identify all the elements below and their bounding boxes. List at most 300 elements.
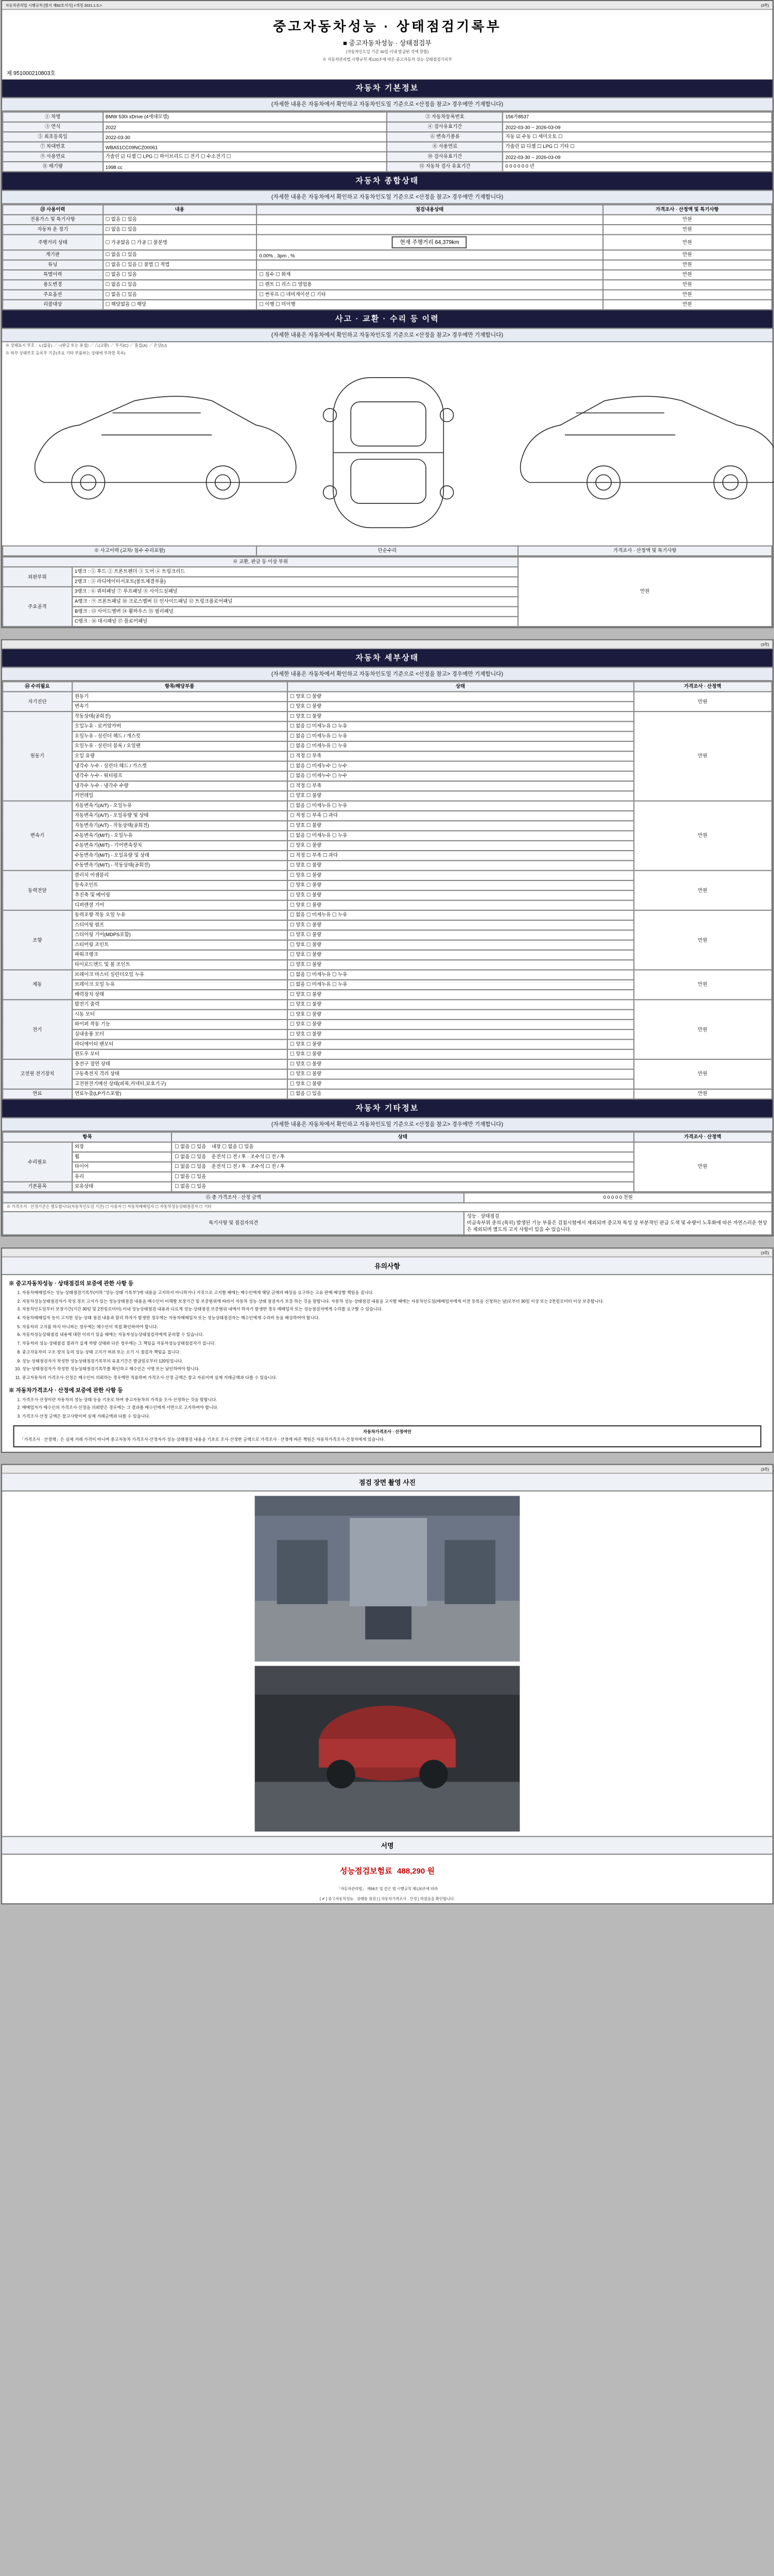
item-label: 충전구 절연 상태 <box>72 1059 287 1069</box>
row-content: ☐ 없음 ☐ 있음 <box>102 250 256 260</box>
col-header: 상태 <box>287 682 633 691</box>
footer-line-1: 「자동차관리법」 제58조 및 같은 법 시행규칙 제120조에 따라 <box>336 1886 438 1891</box>
row-label: 용도변경 <box>3 280 102 290</box>
table-row <box>3 260 772 270</box>
item-state: ☐ 양호 ☐ 불량 <box>287 1029 633 1039</box>
table-row <box>3 692 772 702</box>
group-price: 만원 <box>633 692 771 712</box>
photo-1-svg <box>254 1496 519 1661</box>
item-label: 자동변속기(A/T) - 오일누유 <box>72 801 287 811</box>
section-accident-caption: (자세한 내용은 자동차에서 확인하고 자동차인도일 기준으로 <산정을 참고> 경우에만 기재합니다) <box>2 328 772 342</box>
table-row <box>3 1193 772 1202</box>
detail-state-table <box>2 681 772 1099</box>
table-row <box>3 910 772 920</box>
item-label: 구동축전지 격리 상태 <box>72 1069 287 1079</box>
photos-title: 점검 장면 촬영 사진 <box>2 1473 772 1491</box>
item-label: 라디에이터 팬모터 <box>72 1039 287 1049</box>
item-state: ☐ 양호 ☐ 불량 <box>287 692 633 702</box>
accident-legend-table <box>2 546 772 556</box>
section-basic-title: 자동차 기본정보 <box>2 79 772 97</box>
row-state: ☐ 썬루프 ☐ 네비게이션 ☐ 기타 <box>256 290 603 300</box>
other-info-table <box>2 1131 772 1192</box>
row-content: ☐ 없음 ☐ 있음 <box>102 215 256 225</box>
group-label: 전기 <box>3 999 72 1059</box>
table-header-row <box>3 682 772 691</box>
item-state: ☐ 없음 ☐ 미세누수 ☐ 누수 <box>287 771 633 781</box>
document-title: 중고자동차성능 · 상태점검기록부 <box>272 19 502 35</box>
col-header: 항목/해당부품 <box>72 682 287 691</box>
list-item: 5. 자동차의 고지를 하지 아니하는 경우에는 매수인이 직접 확인하여야 합니다. <box>22 1325 765 1331</box>
parts-text: B랭크 : ⑬ 사이드멤버 ⑭ 휠하우스 ⑮ 필러패널 <box>72 607 518 617</box>
accident-note-2: ※ 하부 상태부호 등록부 기준(주요 기타 부품하는 상태에 부착한 목록) <box>5 351 126 355</box>
price-survey-box <box>13 1425 761 1447</box>
notice-title: 유의사항 <box>2 1258 772 1275</box>
item-label: 와이퍼 작동 기능 <box>72 1020 287 1029</box>
item-label: 냉각수 누수 - 냉각수 수량 <box>72 781 287 791</box>
item-state: ☐ 적정 ☐ 부족 <box>287 751 633 761</box>
item-state: ☐ 양호 ☐ 불량 <box>287 821 633 831</box>
item-label: 타이로드엔드 및 볼 조인트 <box>72 960 287 970</box>
table-row <box>3 290 772 300</box>
row-state: ☐ 이행 ☐ 미이행 <box>256 300 603 310</box>
basic-label: ① 차명 <box>3 112 102 122</box>
page-3-topstrip <box>2 1249 772 1258</box>
parts-group: 외판부위 <box>3 567 72 587</box>
item-label: 배력장치 상태 <box>72 990 287 999</box>
overall-state-table <box>2 204 772 310</box>
basic-label: ⑩ 검사유효기간 <box>387 152 502 162</box>
parts-price: 만원 <box>518 557 771 626</box>
item-state: ☐ 양호 ☐ 불량 <box>287 920 633 930</box>
parts-text: A랭크 : ⑨ 프론트패널 ⑩ 크로스멤버 ⑪ 인사이드패널 ⑫ 트렁크플로어패널 <box>72 597 518 606</box>
table-row <box>3 999 772 1009</box>
item-label: 등속조인트 <box>72 880 287 890</box>
item-state: ☐ 양호 ☐ 불량 <box>287 871 633 880</box>
item-state: ☐ 적정 ☐ 부족 ☐ 과다 <box>287 811 633 821</box>
row-state: ☐ 렌트 ☐ 리스 ☐ 영업용 <box>256 280 603 290</box>
row-content: ☐ 없음 ☐ 있음 <box>102 290 256 300</box>
item-label: 오일누유 - 실린더 블록 / 오일팬 <box>72 741 287 751</box>
state-right-label: 내장 <box>211 1144 221 1149</box>
group-price: 만원 <box>633 801 771 871</box>
item-label: 윈도우 모터 <box>72 1049 287 1059</box>
group-price: 만원 <box>633 970 771 1000</box>
item-state <box>171 1142 633 1152</box>
item-state: ☐ 적정 ☐ 부족 <box>287 781 633 791</box>
row-state: ☐ 침수 ☐ 화재 <box>256 270 603 280</box>
row-content: ☐ 없음 ☐ 있음 <box>102 225 256 234</box>
fee-value: 488,290 원 <box>397 1867 435 1875</box>
item-state <box>171 1152 633 1162</box>
item-state: ☐ 적정 ☐ 부족 ☐ 과다 <box>287 851 633 860</box>
legend-right: 가격조사 · 산정액 및 특기사항 <box>518 546 771 556</box>
group-price: 만원 <box>633 999 771 1059</box>
total-table <box>2 1192 772 1235</box>
item-label: 수동변속기(M/T) - 작동상태(공회전) <box>72 860 287 870</box>
col-header: 점검내용상태 <box>256 205 603 215</box>
notice-list <box>9 1291 766 1382</box>
basic-info-table <box>2 111 772 172</box>
basic-value: 156가8537 <box>502 112 771 122</box>
table-row <box>3 142 772 151</box>
item-state: ☐ 양호 ☐ 불량 <box>287 940 633 950</box>
basic-value: BMW 530i xDrive (4세대모델) <box>102 112 387 122</box>
item-state: ☐ 양호 ☐ 불량 <box>287 1069 633 1079</box>
fee-label: 성능점검보험료 <box>339 1867 392 1875</box>
parts-text: C랭크 : ⑯ 대시패널 ⑰ 플로어패널 <box>72 617 518 626</box>
list-item: 11. 중고자동차의 가격조사·산정은 매수인이 의뢰하는 경우에만 적용하며 가격조사·산정 금액은 참고 자료이며 실제 거래금액과 다를 수 있습니다. <box>22 1376 765 1382</box>
group-price: 만원 <box>633 910 771 970</box>
page-2-topstrip <box>2 640 772 649</box>
row-price: 만원 <box>603 260 772 270</box>
row-label: 자동차 운 정기 <box>3 225 102 234</box>
item-state: ☐ 없음 ☐ 미세누유 ☐ 누유 <box>287 980 633 990</box>
table-row <box>3 711 772 721</box>
list-item: 1. 가격조사·산정이란 자동차의 성능·상태 등을 기초로 하여 중고자동차의 가격을 조사·산정하는 것을 말합니다. <box>22 1397 765 1403</box>
col-header: 가격조사 · 산정액 <box>633 682 771 691</box>
basic-value: 2022 <box>102 122 387 132</box>
row-label: 주행거리 상태 <box>3 234 102 250</box>
state-right: ☐ 없음 ☐ 있음 <box>222 1144 254 1149</box>
basic-value: WBA51CC09NCZ00061 <box>102 142 387 151</box>
page-2 <box>1 639 773 1236</box>
legend-mid: 단순수리 <box>256 546 518 556</box>
table-row <box>3 300 772 310</box>
page-3 <box>1 1247 773 1452</box>
item-label: 스티어링 펌프 <box>72 920 287 930</box>
basic-label: ⑨ 사용연료 <box>3 152 102 162</box>
group-label: 자기진단 <box>3 692 72 712</box>
table-row <box>3 132 772 142</box>
item-state: ☐ 양호 ☐ 불량 <box>287 950 633 960</box>
table-row <box>3 122 772 132</box>
total-label: ⑮ 총 가격조사 · 산정 금액 <box>3 1193 464 1202</box>
list-item: 3. 가격조사·산정 금액은 참고사항이며 실제 거래금액과 다를 수 있습니다. <box>22 1414 765 1420</box>
section-overall-title: 자동차 종합상태 <box>2 172 772 190</box>
item-state: ☐ 없음 ☐ 있음 <box>287 1089 633 1099</box>
item-label: 수동변속기(M/T) - 기어변속장치 <box>72 841 287 851</box>
section-detail-title: 자동차 세부상태 <box>2 649 772 667</box>
item-state: ☐ 없음 ☐ 미세누유 ☐ 누유 <box>287 721 633 731</box>
item-label: 발전기 출력 <box>72 999 287 1009</box>
item-label: 브레이크 오일 누유 <box>72 980 287 990</box>
item-label: 냉각수 누수 - 워터펌프 <box>72 771 287 781</box>
basic-value: 1998 cc <box>102 162 387 172</box>
group-price: 만원 <box>633 871 771 910</box>
list-item: 7. 자동차의 성능·상태점검 결과가 실제 차량 상태와 다른 경우에는 그 책임을 자동차성능상태점검자가 집니다. <box>22 1342 765 1348</box>
item-state: ☐ 양호 ☐ 불량 <box>287 791 633 801</box>
page-number: (3쪽) <box>761 3 769 8</box>
row-price: 만원 <box>603 270 772 280</box>
list-item: 9. 성능·상태점검자가 작성한 성능상태점검기록부의 유효기간은 발급일로부터 120일입니다. <box>22 1359 765 1365</box>
group-label: 원동기 <box>3 711 72 801</box>
item-label: 수동변속기(M/T) - 오일누유 <box>72 831 287 841</box>
item-label: 클러치 어셈블리 <box>72 871 287 880</box>
item-label: 추진축 및 베어링 <box>72 890 287 900</box>
table-header-row <box>3 1132 772 1142</box>
section-other-title: 자동차 기타정보 <box>2 1099 772 1117</box>
item-label: 자동변속기(A/T) - 작동상태(공회전) <box>72 821 287 831</box>
vehicle-diagram-svg <box>2 358 774 545</box>
row-price: 만원 <box>603 250 772 260</box>
state-right: 운전석 ☐ 전 / 후 · 조수석 ☐ 전 / 후 <box>211 1154 285 1159</box>
col-header: 상태 <box>171 1132 633 1142</box>
table-row <box>3 970 772 980</box>
item-state: ☐ 없음 ☐ 미세누유 ☐ 누유 <box>287 970 633 980</box>
group-label: 조향 <box>3 910 72 970</box>
item-state: ☐ 양호 ☐ 불량 <box>287 890 633 900</box>
item-label: 타이어 <box>72 1162 171 1172</box>
item-state: ☐ 없음 ☐ 미세누유 ☐ 누유 <box>287 801 633 811</box>
table-row <box>3 557 772 567</box>
group-label: 기본품목 <box>3 1182 72 1192</box>
table-row-mileage <box>3 234 772 250</box>
row-content: ☐ 가공없음 ☐ 가공 ☐ 불분명 <box>102 234 256 250</box>
state-right: 운전석 ☐ 전 / 후 · 조수석 ☐ 전 / 후 <box>211 1163 285 1170</box>
row-price: 만원 <box>603 225 772 234</box>
col-header: 가격조사 · 산정액 및 특기사항 <box>603 205 772 215</box>
basic-label: ⑤ 최초등록일 <box>3 132 102 142</box>
item-state: ☐ 없음 ☐ 있음 <box>171 1182 633 1192</box>
section-overall-caption: (자세한 내용은 자동차에서 확인하고 자동차인도일 기준으로 <산정을 참고> 경우에만 기재합니다) <box>2 190 772 205</box>
row-label: 계기판 <box>3 250 102 260</box>
notice-list-2 <box>9 1397 766 1420</box>
row-content: ☐ 해당없음 ☐ 해당 <box>102 300 256 310</box>
item-state: ☐ 양호 ☐ 불량 <box>287 1020 633 1029</box>
document-subtitle-2: (자동차인도일 기준 30일 이내 발급된 것에 한함) <box>346 49 428 54</box>
item-state: ☐ 없음 ☐ 있음 <box>171 1172 633 1182</box>
section-basic-caption: (자세한 내용은 자동차에서 확인하고 자동차인도일 기준으로 <산정을 참고> 경우에만 기재합니다) <box>2 97 772 112</box>
item-label: 보유상태 <box>72 1182 171 1192</box>
document-page <box>1 0 773 1901</box>
section-accident-title: 사고 · 교환 · 수리 등 이력 <box>2 310 772 328</box>
document-header <box>2 10 772 67</box>
basic-label: ⑧ 사용연료 <box>387 142 502 151</box>
page-number: (3쪽) <box>761 1467 769 1471</box>
state-left: ☐ 없음 ☐ 있음 <box>174 1163 206 1170</box>
table-row <box>3 225 772 234</box>
remarks-text <box>464 1212 771 1235</box>
table-row <box>3 801 772 811</box>
basic-label: ③ 연식 <box>3 122 102 132</box>
list-item: 2. 매매업자가 매수인의 가격조사·산정을 의뢰받은 경우에는 그 결과를 매수인에게 서면으로 고지하여야 합니다. <box>22 1405 765 1412</box>
table-row <box>3 270 772 280</box>
row-state <box>256 260 603 270</box>
item-label: 동력조향 작동 오일 누유 <box>72 910 287 920</box>
row-state <box>256 225 603 234</box>
table-row <box>3 152 772 162</box>
item-label: 고전원전기배선 상태(피복,커넥터,보호기구) <box>72 1079 287 1089</box>
legend-left: ※ 사고이력 (교차/ 침수 수리포함) <box>3 546 256 556</box>
item-state: ☐ 양호 ☐ 불량 <box>287 1049 633 1059</box>
total-note: ※ 가격조사 · 산정기준은 별도합니다(자동차인도일 기준) ☐ 사용자 ☐ 자동차매매업자 ☐ 자동차성능상태점검자 ☐ 기타 <box>3 1203 772 1212</box>
list-item: 10. 성능·상태점검자가 작성한 성능상태점검기록부를 확인하고 매수인은 서명 또는 날인하여야 합니다. <box>22 1367 765 1373</box>
item-state: ☐ 양호 ☐ 불량 <box>287 1079 633 1089</box>
row-label: 전용가스 및 특기사항 <box>3 215 102 225</box>
col-header: ⑬ 사용이력 <box>3 205 102 215</box>
item-label: 원동기 <box>72 692 287 702</box>
basic-label: ⑪ 배기량 <box>3 162 102 172</box>
table-row <box>3 1203 772 1212</box>
inspection-photo-1 <box>254 1496 519 1661</box>
basic-value: 2022-03-30 <box>102 132 387 142</box>
state-left: ☐ 없음 ☐ 있음 <box>174 1144 206 1149</box>
item-label: 오일 유량 <box>72 751 287 761</box>
basic-label: ④ 검사유효기간 <box>387 122 502 132</box>
item-label: 커먼레일 <box>72 791 287 801</box>
parts-group: 주요골격 <box>3 587 72 626</box>
group-price: 만원 <box>633 1089 771 1099</box>
basic-label: ⑦ 차대번호 <box>3 142 102 151</box>
row-price: 만원 <box>603 300 772 310</box>
section-detail-caption: (자세한 내용은 자동차에서 확인하고 자동차인도일 기준으로 <산정을 참고> 경우에만 기재합니다) <box>2 667 772 681</box>
row-price: 만원 <box>603 290 772 300</box>
table-row <box>3 1142 772 1152</box>
parts-header: ※ 교환, 판금 등 이상 부위 <box>3 557 518 567</box>
row-content: ☐ 없음 ☐ 있음 <box>102 270 256 280</box>
row-content: ☐ 없음 ☐ 있음 ☐ 불법 ☐ 적법 <box>102 260 256 270</box>
page-1-topstrip <box>2 1 772 10</box>
table-row <box>3 871 772 880</box>
item-state: ☐ 없음 ☐ 미세누유 ☐ 누유 <box>287 910 633 920</box>
col-header: 항목 <box>3 1132 172 1142</box>
item-label: 브레이크 마스터 실린더오일 누유 <box>72 970 287 980</box>
item-state: ☐ 양호 ☐ 불량 <box>287 860 633 870</box>
list-item: 4. 자동차매매업자 등이 고지한 성능·상태 점검 내용과 달리 하자가 발생한 경우에는 자동차매매업자 또는 성능상태점검자는 매수인에게 수리비 등을 배상하여야 합니다. <box>22 1316 765 1322</box>
item-state: ☐ 없음 ☐ 미세누수 ☐ 누수 <box>287 761 633 771</box>
col-header: 가격조사 · 산정액 <box>633 1132 771 1142</box>
accident-parts-table <box>2 556 772 627</box>
item-state: ☐ 양호 ☐ 불량 <box>287 990 633 999</box>
row-label: 리콜대상 <box>3 300 102 310</box>
group-label: 고전원 전기장치 <box>3 1059 72 1089</box>
mileage-box: 현재 주행거리 64,379km <box>392 236 467 249</box>
table-row <box>3 215 772 225</box>
item-label: 스티어링 기어(MDPS포함) <box>72 930 287 940</box>
price-survey-text: 「가격조사 · 산정액」은 실제 거래 가격이 아니며 중고자동차 가격조사·산정자가 성능·상태점검 내용을 기초로 조사·산정한 금액으로 가격조사 · 산정에 따른 책임은 자동차가격조사·산정자에게 있습니다. <box>19 1437 385 1442</box>
basic-value: 2022-03-30 ~ 2026-03-09 <box>502 122 771 132</box>
table-row <box>3 280 772 290</box>
item-state: ☐ 양호 ☐ 불량 <box>287 711 633 721</box>
page-number: (3쪽) <box>761 642 769 647</box>
table-row <box>3 250 772 260</box>
item-label: 수동변속기(M/T) - 오일유량 및 상태 <box>72 851 287 860</box>
photo-2-svg <box>254 1666 519 1831</box>
row-price: 만원 <box>603 280 772 290</box>
row-label: 주요옵션 <box>3 290 102 300</box>
item-state: ☐ 양호 ☐ 불량 <box>287 960 633 970</box>
group-price: 만원 <box>633 711 771 801</box>
row-label: 튜닝 <box>3 260 102 270</box>
list-item: 6. 자동차성능상태점검 내용에 대한 이의가 있을 때에는 자동차성능상태점검자에게 문의할 수 있습니다. <box>22 1333 765 1339</box>
item-label: 변속기 <box>72 702 287 711</box>
item-state: ☐ 양호 ☐ 불량 <box>287 702 633 711</box>
item-state: ☐ 양호 ☐ 불량 <box>287 901 633 910</box>
item-label: 오일누유 - 실린더 헤드 / 개스킷 <box>72 732 287 741</box>
remarks-sub: 성능 · 상태점검 <box>467 1213 500 1219</box>
form-reference: 자동차관리법 시행규칙 [별지 제82호서식] <개정 2021.1.5.> <box>5 3 102 8</box>
parts-text: 3랭크 : ⑥ 쿼터패널 ⑦ 루프패널 ⑧ 사이드실패널 <box>72 587 518 597</box>
page-number: (3쪽) <box>761 1250 769 1256</box>
remarks-body: 비금속부위 중의 (특히) 발생된 기능 부품은 검침시험에서 제외되며 중고차 특성 상 부분적인 판금 도색 및 수량이 노후화에 따른 자연스러운 현상은 제외되며 별도의 고지 사항이 있을 수 있습니다. <box>467 1219 767 1232</box>
group-price: 만원 <box>633 1059 771 1089</box>
accident-note-1: ※ 상태표시 부호 : ｘ(없음) ／ ○(판금 또는 용접) ／ △(교환) ／ 부식(C) ／ 흠집(A) ／ 손상(U) <box>5 343 167 348</box>
page-4 <box>1 1464 773 1904</box>
item-state: ☐ 양호 ☐ 불량 <box>287 1059 633 1069</box>
item-label: 냉각수 누수 - 실린더 헤드 / 가스켓 <box>72 761 287 771</box>
page-1 <box>1 0 773 628</box>
group-label: 동력전달 <box>3 871 72 910</box>
basic-label: ⑥ 변속기종류 <box>387 132 502 142</box>
item-state: ☐ 양호 ☐ 불량 <box>287 1039 633 1049</box>
row-label: 특별이력 <box>3 270 102 280</box>
item-label: 자동변속기(A/T) - 오일유량 및 상태 <box>72 811 287 821</box>
item-state: ☐ 없음 ☐ 미세누유 ☐ 누유 <box>287 732 633 741</box>
total-value: 0 0 0 0 0 천원 <box>464 1193 771 1202</box>
item-state: ☐ 양호 ☐ 불량 <box>287 930 633 940</box>
item-state <box>171 1162 633 1172</box>
inspection-photo-2 <box>254 1666 519 1831</box>
signature-title: 서명 <box>2 1836 772 1854</box>
group-label: 제동 <box>3 970 72 1000</box>
item-label: 연료누출(LP가스포함) <box>72 1089 287 1099</box>
row-price: 만원 <box>603 215 772 225</box>
remarks-label: 특기사항 및 점검자의견 <box>3 1212 464 1235</box>
item-label: 유리 <box>72 1172 171 1182</box>
item-state: ☐ 없음 ☐ 미세누유 ☐ 누유 <box>287 831 633 841</box>
table-row <box>3 1059 772 1069</box>
item-label: 시동 모터 <box>72 1010 287 1020</box>
table-row <box>3 1089 772 1099</box>
row-price: 만원 <box>603 234 772 250</box>
item-label: 실내송풍 모터 <box>72 1029 287 1039</box>
item-label: 스티어링 조인트 <box>72 940 287 950</box>
item-state: ☐ 양호 ☐ 불량 <box>287 841 633 851</box>
fee-row <box>2 1854 772 1883</box>
item-label: 파워크랭크 <box>72 950 287 960</box>
list-item: 8. 중고자동차의 구조·장치 등의 성능·상태 고지가 허위 또는 오기 시 점검자 책임을 집니다. <box>22 1350 765 1356</box>
basic-value: 2022-03-30 ~ 2026-03-09 <box>502 152 771 162</box>
item-state: ☐ 양호 ☐ 불량 <box>287 1010 633 1020</box>
col-header: ⑭ 수리필요 <box>3 682 72 691</box>
basic-value: 가솔린 ☑ 디젤 ☐ LPG ☐ 하이브리드 ☐ 전기 ☐ 수소전기 ☐ <box>102 152 387 162</box>
basic-value: 0 0 0 0 0 0 년 <box>502 162 771 172</box>
row-state <box>256 215 603 225</box>
item-state: ☐ 없음 ☐ 미세누유 ☐ 누유 <box>287 741 633 751</box>
basic-value: 자동 ☑ 수동 ☐ 세미오토 ☐ <box>502 132 771 142</box>
item-label: 외장 <box>72 1142 171 1152</box>
item-label: 디퍼렌셜 기어 <box>72 901 287 910</box>
price-survey-title: 자동차가격조사 · 산정여안 <box>363 1429 411 1434</box>
parts-text: 1랭크 : ① 후드 ② 프론트펜더 ③ 도어 ④ 트렁크리드 <box>72 567 518 577</box>
notice-subtitle-2: ※ 자동차가격조사 · 산정에 보증에 관한 사항 등 <box>8 1387 123 1394</box>
basic-value: 가솔린 ☑ 디젤 ☐ LPG ☐ 기타 ☐ <box>502 142 771 151</box>
other-price: 만원 <box>633 1142 771 1192</box>
document-subtitle-3: ※ 자동차관리법 시행규칙 제120조에 따른 중고자동차 성능·상태점검기록부 <box>322 57 452 62</box>
parts-text: 2랭크 : ⑤ 라디에이터서포트(볼트체결부품) <box>72 577 518 587</box>
state-left: ☐ 없음 ☐ 있음 <box>174 1154 206 1159</box>
record-number: 제 951000210803호 <box>6 71 56 77</box>
item-label: 휠 <box>72 1152 171 1162</box>
list-item: 3. 자동차인도일부터 보장기간(기간 30일 및 2천킬로미터) 이내 성능상태점검 내용과 다르게 성능·상태점검 보증범위 내에서 하자가 발생한 경우 매매업자 또는 성능점검자에게 수리를 요구할 수 있습니다. <box>22 1308 765 1314</box>
table-row <box>3 1212 772 1235</box>
list-item: 1. 자동차매매업자는 성능·상태점검기록부(이하 "성능·상태 기록부")에 내용을 고지하지 아니하거나 거짓으로 고지할 때에는 매수인에게 해당 금액의 배상을 요구하는 고유 판매 배상할 책임을 집니다. <box>22 1291 765 1297</box>
item-label: 작동상태(공회전) <box>72 711 287 721</box>
table-header-row <box>3 205 772 215</box>
item-state: ☐ 양호 ☐ 불량 <box>287 999 633 1009</box>
group-label: 연료 <box>3 1089 72 1099</box>
footer-line-2: [ ✔ ] 중고자동차성능 · 상태를 점검 [ ] 자동차가격조사 · 산정 ] 하였음을 확인합니다. <box>319 1896 455 1901</box>
